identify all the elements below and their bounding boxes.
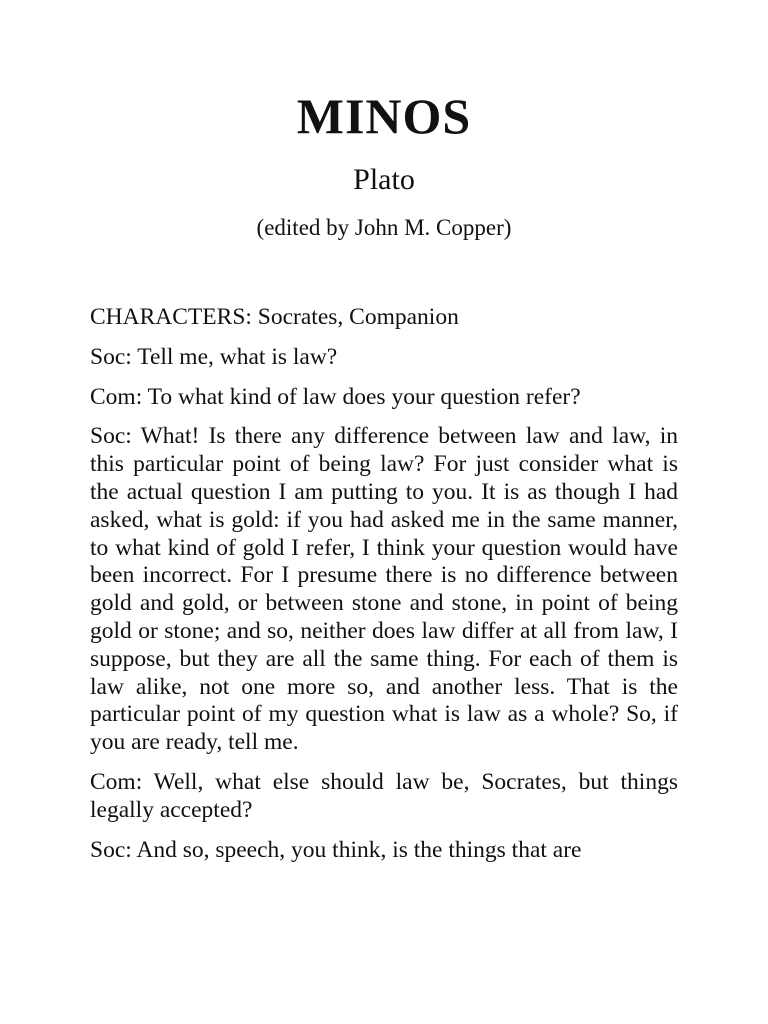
dialogue-line: Soc: Tell me, what is law? (90, 343, 338, 370)
characters-line: CHARACTERS: Socrates, Companion (90, 304, 459, 330)
dialogue-line: Com: Well, what else should law be, Socrates, but things legally accepted? (90, 768, 678, 823)
document-title: MINOS (296, 88, 472, 144)
document-editor: (edited by John M. Copper) (256, 215, 512, 240)
dialogue-line: Soc: What! Is there any difference between law and law, in this particular point of being law? For just consider what is the actual question I am putting to you. It is as though I had asked, what is gold: if you had asked me in the same manner, to what kind of gold I refer, I think your question would have been incorrect. For I presume there is no difference between gold and gold, or between stone and stone, in point of being gold or stone; and so, neither does law differ at all from law, I suppose, but they are all the same thing. For each of them is law alike, not one more so, and another less. That is the particular point of my question what is law as a whole? So, if you are ready, tell me. (90, 423, 678, 756)
document-author: Plato (353, 163, 415, 196)
dialogue-line: Soc: And so, speech, you think, is the things that are (90, 836, 582, 863)
dialogue-line: Com: To what kind of law does your question refer? (90, 383, 581, 410)
dialogue-body (90, 300, 678, 930)
